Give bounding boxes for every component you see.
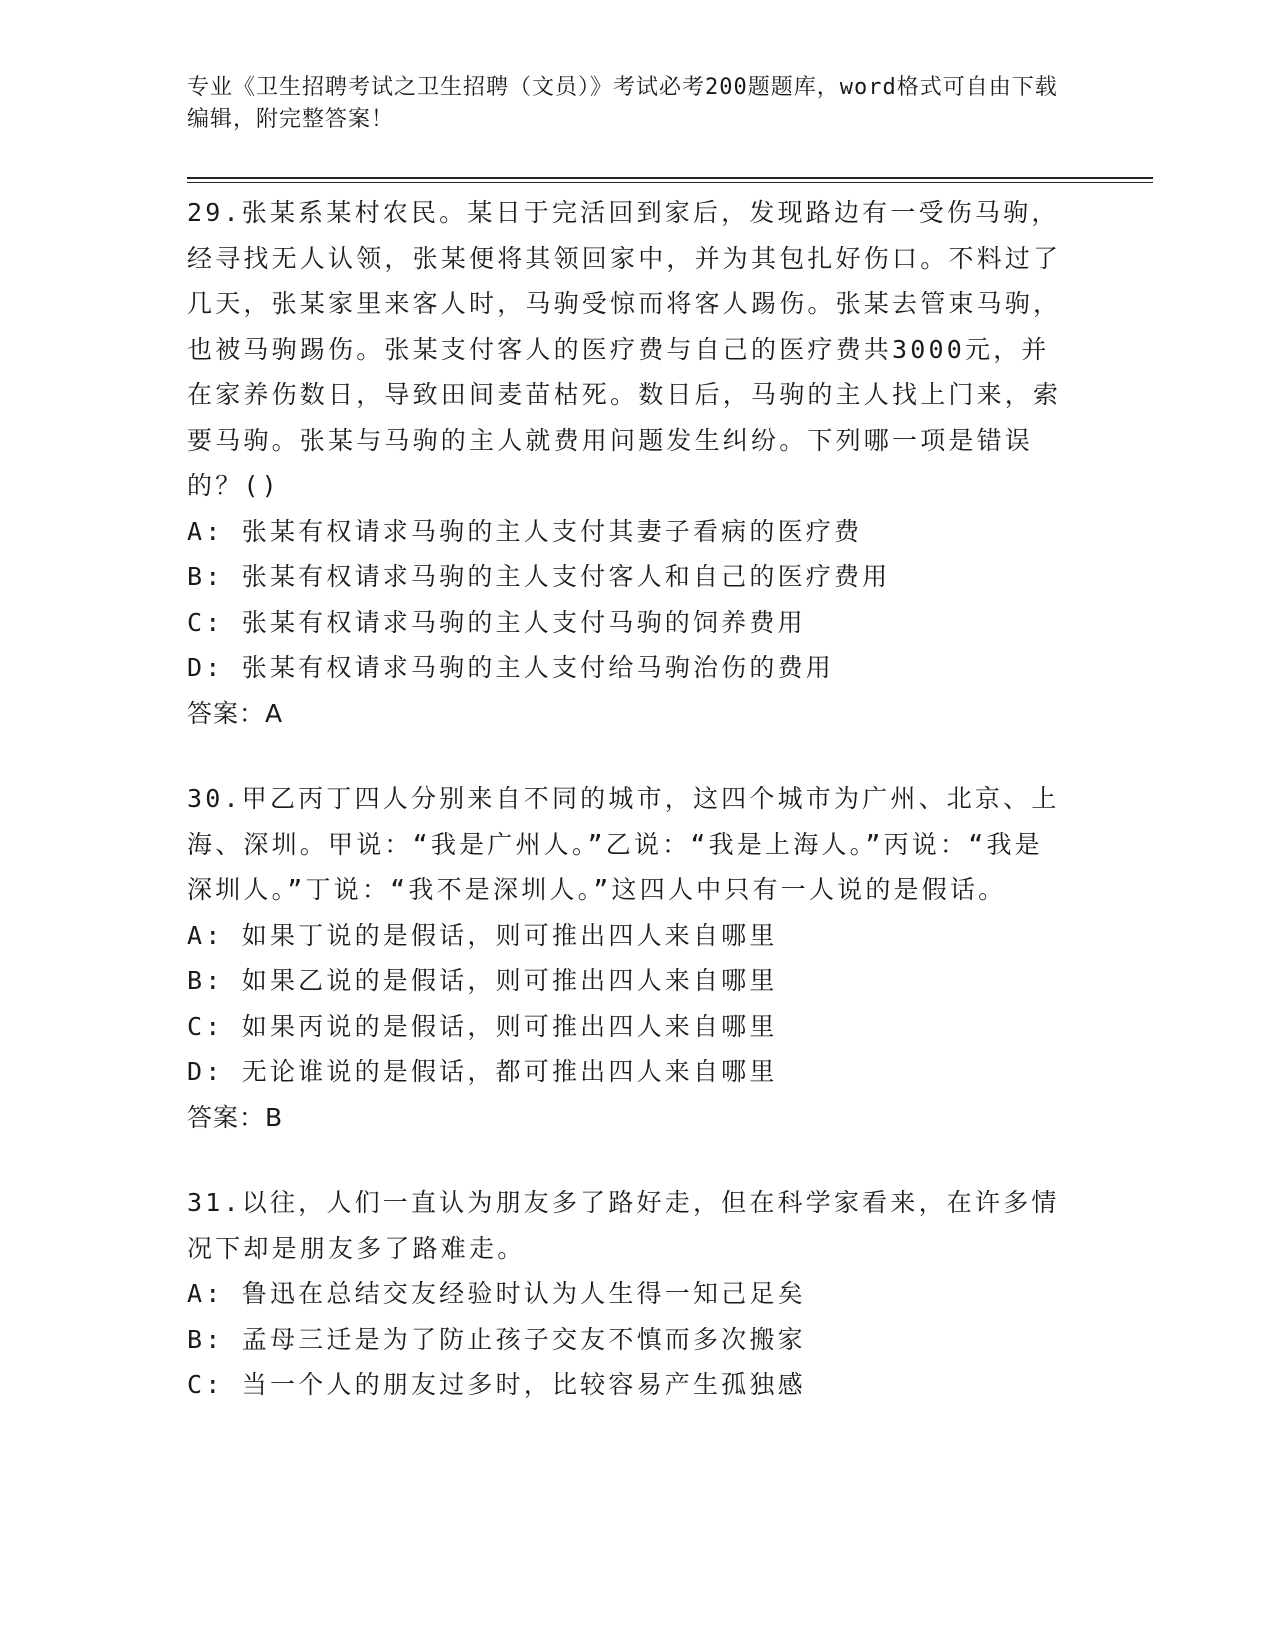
option-letter: A:: [187, 516, 224, 546]
option-text: 张某有权请求马驹的主人支付马驹的饲养费用: [241, 607, 806, 637]
option-letter: C:: [187, 1011, 224, 1041]
header-divider: [187, 177, 1153, 179]
answer-label: 答案：A: [187, 698, 284, 728]
option-text: 张某有权请求马驹的主人支付其妻子看病的医疗费: [241, 516, 863, 546]
question-29: [187, 190, 1067, 736]
option-letter: D:: [187, 1057, 224, 1086]
option-letter: B:: [187, 1324, 224, 1354]
option-letter: C:: [187, 1370, 224, 1399]
question-text: 甲乙丙丁四人分别来自不同的城市，这四个城市为广州、北京、上海、深圳。甲说：“我是广州人。”乙说：“我是上海人。”丙说：“我是深圳人。”丁说：“我不是深圳人。”这四人中只有一人说的是假话。: [187, 784, 1060, 904]
option-c: [187, 1004, 1067, 1050]
question-31: [187, 1180, 1067, 1408]
option-a: [187, 1271, 1067, 1317]
option-a: [187, 913, 1067, 959]
option-text: 张某有权请求马驹的主人支付给马驹治伤的费用: [241, 653, 834, 682]
option-letter: B:: [187, 562, 224, 591]
question-number: 29.: [187, 198, 242, 227]
option-text: 无论谁说的是假话，都可推出四人来自哪里: [241, 1057, 778, 1086]
option-letter: A:: [187, 1279, 224, 1308]
option-letter: A:: [187, 920, 224, 950]
option-b: [187, 1317, 1067, 1363]
question-text: 以往，人们一直认为朋友多了路好走，但在科学家看来，在许多情况下却是朋友多了路难走。: [187, 1188, 1060, 1263]
option-text: 如果丙说的是假话，则可推出四人来自哪里: [241, 1011, 778, 1041]
question-list: [187, 190, 1067, 1448]
option-d: [187, 645, 1067, 691]
question-text: 张某系某村农民。某日于完活回到家后，发现路边有一受伤马驹，经寻找无人认领，张某便将其领回家中，并为其包扎好伤口。不料过了几天，张某家里来客人时，马驹受惊而将客人踢伤。张某去管束马驹，也被马驹踢伤。张某支付客人的医疗费与自己的医疗费共3000元，并在家养伤数日，导致田间麦苗枯死。数日后，马驹的主人找上门来，索要马驹。张某与马驹的主人就费用问题发生纠纷。下列哪一项是错误的？(): [187, 198, 1062, 500]
option-b: [187, 958, 1067, 1004]
option-d: [187, 1049, 1067, 1095]
question-number: 30.: [187, 784, 242, 813]
document-header: 专业《卫生招聘考试之卫生招聘（文员）》考试必考200题题库，word格式可自由下载编辑，附完整答案！: [187, 75, 1058, 132]
option-letter: D:: [187, 653, 224, 682]
option-b: [187, 554, 1067, 600]
option-letter: B:: [187, 966, 224, 995]
question-stem: [187, 776, 1067, 913]
option-text: 孟母三迁是为了防止孩子交友不慎而多次搬家: [241, 1324, 806, 1354]
option-c: [187, 1362, 1067, 1408]
question-number: 31.: [187, 1188, 242, 1217]
question-30: [187, 776, 1067, 1140]
header-divider-thin: [187, 182, 1153, 183]
option-text: 鲁迅在总结交友经验时认为人生得一知己足矣: [241, 1279, 806, 1308]
option-letter: C:: [187, 607, 224, 637]
option-text: 如果丁说的是假话，则可推出四人来自哪里: [241, 920, 778, 950]
option-c: [187, 600, 1067, 646]
answer-label: 答案：B: [187, 1102, 284, 1132]
option-a: [187, 509, 1067, 555]
question-stem: [187, 190, 1067, 509]
option-text: 张某有权请求马驹的主人支付客人和自己的医疗费用: [241, 562, 891, 591]
question-stem: [187, 1180, 1067, 1271]
option-text: 如果乙说的是假话，则可推出四人来自哪里: [241, 966, 778, 995]
option-text: 当一个人的朋友过多时，比较容易产生孤独感: [241, 1370, 806, 1399]
